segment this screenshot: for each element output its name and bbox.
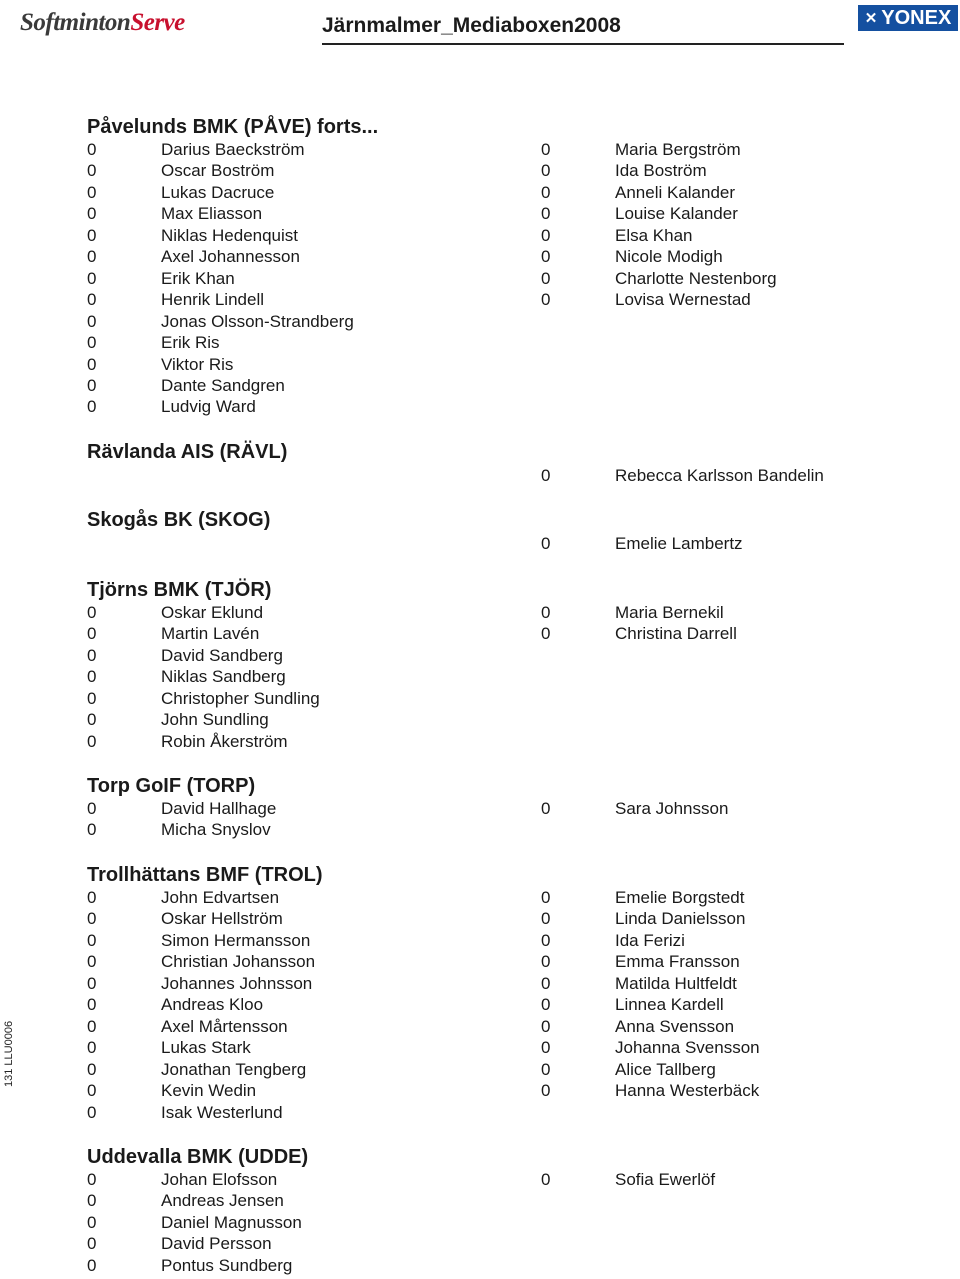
player-number: 0: [541, 952, 551, 972]
player-name: Louise Kalander: [615, 204, 738, 224]
player-number: 0: [541, 161, 551, 181]
player-number: 0: [87, 1038, 97, 1058]
player-number: 0: [87, 354, 97, 374]
player-name: Pontus Sundberg: [161, 1255, 293, 1275]
player-name: David Persson: [161, 1234, 272, 1254]
player-number: 0: [541, 1038, 551, 1058]
player-name: Andreas Kloo: [161, 995, 264, 1015]
player-name: Emma Fransson: [615, 952, 740, 972]
player-number: 0: [87, 1170, 97, 1189]
club-title: Trollhättans BMF (TROL): [87, 864, 323, 886]
club-title: Uddevalla BMK (UDDE): [87, 1146, 309, 1168]
player-number: 0: [87, 397, 97, 417]
player-name: Charlotte Nestenborg: [615, 268, 777, 288]
player-name: Maria Bernekil: [615, 603, 724, 622]
player-name: Andreas Jensen: [161, 1191, 284, 1211]
player-number: 0: [541, 624, 551, 644]
player-number: 0: [541, 1170, 551, 1189]
player-number: 0: [87, 268, 97, 288]
player-name: Kevin Wedin: [161, 1081, 257, 1101]
player-name: Sara Johnsson: [615, 799, 729, 818]
player-name: Henrik Lindell: [161, 290, 264, 310]
club-title: Rävlanda AIS (RÄVL): [87, 441, 288, 463]
player-number: 0: [541, 909, 551, 929]
player-number: 0: [541, 268, 551, 288]
player-number: 0: [87, 1255, 97, 1275]
player-number: 0: [87, 1059, 97, 1079]
player-number: 0: [87, 375, 97, 395]
logo-serve-text: Serve: [130, 9, 185, 36]
player-name: Axel Mårtensson: [161, 1016, 288, 1036]
player-name: Johan Elofsson: [161, 1170, 278, 1189]
player-number: 0: [87, 1212, 97, 1232]
club-title: Torp GoIF (TORP): [87, 775, 256, 797]
player-number: 0: [87, 973, 97, 993]
player-name: Micha Snyslov: [161, 820, 271, 840]
player-name: Axel Johannesson: [161, 247, 300, 267]
club-title: Skogås BK (SKOG): [87, 509, 271, 531]
player-number: 0: [541, 1059, 551, 1079]
player-name: Viktor Ris: [161, 354, 234, 374]
club-title: Påvelunds BMK (PÅVE) forts...: [87, 116, 379, 138]
player-name: Max Eliasson: [161, 204, 263, 224]
player-number: 0: [87, 311, 97, 331]
player-number: 0: [541, 603, 551, 622]
player-name: Anna Svensson: [615, 1016, 735, 1036]
player-number: 0: [541, 247, 551, 267]
player-number: 0: [87, 1016, 97, 1036]
player-name: Elsa Khan: [615, 225, 693, 245]
player-number: 0: [87, 952, 97, 972]
player-name: Jonas Olsson-Strandberg: [161, 311, 354, 331]
player-name: Erik Khan: [161, 268, 235, 288]
player-number: 0: [541, 930, 551, 950]
player-name: Hanna Westerbäck: [615, 1081, 760, 1101]
player-name: Ida Ferizi: [615, 930, 685, 950]
player-name: Niklas Sandberg: [161, 667, 286, 687]
player-name: Emelie Borgstedt: [615, 888, 745, 907]
player-number: 0: [541, 204, 551, 224]
player-name: Simon Hermansson: [161, 930, 311, 950]
player-name: Linnea Kardell: [615, 995, 724, 1015]
player-number: 0: [87, 161, 97, 181]
player-number: 0: [87, 225, 97, 245]
player-number: 0: [87, 624, 97, 644]
softminton-serve-logo: [20, 6, 190, 40]
player-name: Christopher Sundling: [161, 688, 320, 708]
player-number: 0: [87, 603, 97, 622]
player-number: 0: [87, 888, 97, 907]
player-name: Sofia Ewerlöf: [615, 1170, 716, 1189]
player-number: 0: [87, 688, 97, 708]
player-name: Christian Johansson: [161, 952, 316, 972]
yonex-emblem-icon: ✕: [864, 10, 878, 27]
player-name: Jonathan Tengberg: [161, 1059, 307, 1079]
player-number: 0: [87, 667, 97, 687]
document-title: Järnmalmer_Mediaboxen2008: [322, 14, 621, 37]
player-name: Daniel Magnusson: [161, 1212, 302, 1232]
player-name: John Edvartsen: [161, 888, 280, 907]
yonex-logo-text: YONEX: [881, 6, 952, 29]
player-name: Darius Baeckström: [161, 140, 305, 159]
player-number: 0: [541, 290, 551, 310]
player-name: Oskar Eklund: [161, 603, 264, 622]
player-name: Maria Bergström: [615, 140, 741, 159]
player-name: Niklas Hedenquist: [161, 225, 299, 245]
player-number: 0: [87, 820, 97, 840]
player-number: 0: [87, 995, 97, 1015]
player-number: 0: [541, 799, 551, 818]
player-number: 0: [541, 995, 551, 1015]
player-name: Anneli Kalander: [615, 182, 736, 202]
player-number: 0: [87, 1234, 97, 1254]
player-name: Dante Sandgren: [161, 375, 285, 395]
player-number: 0: [87, 204, 97, 224]
player-number: 0: [87, 645, 97, 665]
player-number: 0: [541, 225, 551, 245]
player-number: 0: [87, 140, 97, 159]
player-name: David Hallhage: [161, 799, 277, 818]
player-number: 0: [87, 799, 97, 818]
header-divider: [322, 43, 844, 45]
player-number: 0: [87, 710, 97, 730]
player-name: David Sandberg: [161, 645, 283, 665]
player-number: 0: [541, 534, 551, 553]
player-name: Ida Boström: [615, 161, 707, 181]
player-name: Isak Westerlund: [161, 1102, 283, 1122]
player-name: Emelie Lambertz: [615, 534, 743, 553]
player-number: 0: [87, 909, 97, 929]
player-name: Martin Lavén: [161, 624, 260, 644]
player-name: Ludvig Ward: [161, 397, 256, 417]
player-number: 0: [541, 140, 551, 159]
player-name: John Sundling: [161, 710, 269, 730]
side-code: 131 LLU0006: [3, 1020, 15, 1087]
player-name: Oscar Boström: [161, 161, 275, 181]
player-number: 0: [87, 731, 97, 751]
player-name: Erik Ris: [161, 333, 220, 353]
player-number: 0: [87, 182, 97, 202]
player-name: Oskar Hellström: [161, 909, 283, 929]
player-number: 0: [87, 247, 97, 267]
player-name: Alice Tallberg: [615, 1059, 716, 1079]
player-number: 0: [87, 1102, 97, 1122]
player-name: Lovisa Wernestad: [615, 290, 751, 310]
player-number: 0: [541, 182, 551, 202]
player-number: 0: [87, 290, 97, 310]
logo-softminton-text: Softminton: [20, 9, 131, 36]
player-number: 0: [541, 888, 551, 907]
player-name: Rebecca Karlsson Bandelin: [615, 466, 824, 485]
player-number: 0: [541, 1016, 551, 1036]
player-number: 0: [87, 1081, 97, 1101]
player-number: 0: [87, 1191, 97, 1211]
player-number: 0: [541, 466, 551, 485]
player-name: Johannes Johnsson: [161, 973, 313, 993]
player-name: Lukas Stark: [161, 1038, 251, 1058]
player-name: Matilda Hultfeldt: [615, 973, 737, 993]
club-title: Tjörns BMK (TJÖR): [87, 579, 272, 601]
player-name: Johanna Svensson: [615, 1038, 760, 1058]
player-number: 0: [541, 973, 551, 993]
player-name: Robin Åkerström: [161, 731, 288, 751]
yonex-logo: [858, 5, 958, 31]
player-name: Christina Darrell: [615, 624, 737, 644]
player-number: 0: [87, 930, 97, 950]
player-number: 0: [541, 1081, 551, 1101]
player-name: Nicole Modigh: [615, 247, 723, 267]
player-name: Linda Danielsson: [615, 909, 746, 929]
player-number: 0: [87, 333, 97, 353]
player-name: Lukas Dacruce: [161, 182, 275, 202]
